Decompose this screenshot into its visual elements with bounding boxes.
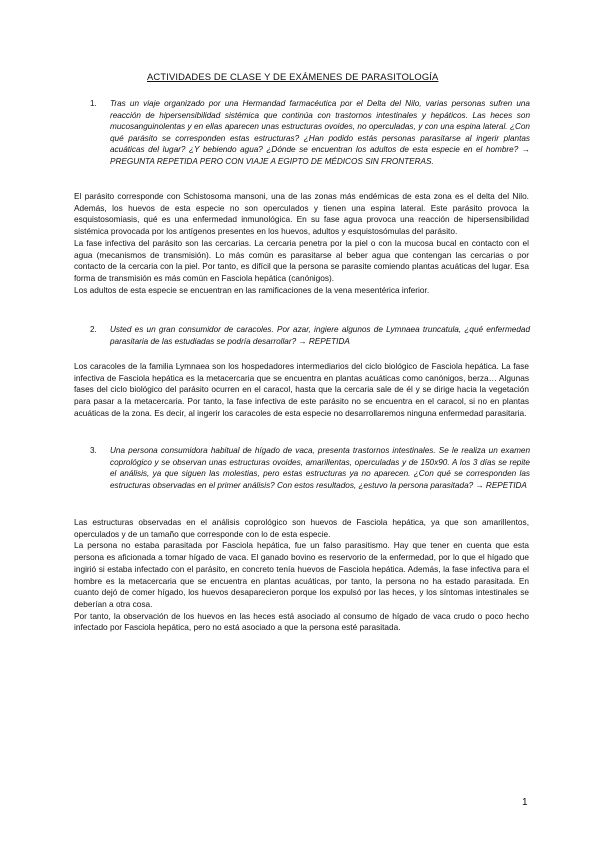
question-number: 1. [90, 99, 97, 108]
answer-paragraph: Las estructuras observadas en el análisis coprológico son huevos de Fasciola hepática, ya que son amarillentos, operculados y de un tamaño que corresponde con lo de esta especie. [74, 517, 529, 539]
question-text: Una persona consumidora habitual de hígado de vaca, presenta trastornos intestinales. Se le realiza un examen coprológico y se observan unas estructuras ovoides, amarillentas, operculadas y de 150x90. A los 3 días se repite el análisis, ya que siguen las molestias, pero estas estructuras ya no aparecen. ¿Con qué se corresponden las estructuras observadas en el primer análisis? Con estos resultados, ¿estuvo la persona parasitada? → REPETIDA [110, 446, 530, 490]
answer-paragraph: Los caracoles de la familia Lymnaea son los hospedadores intermediarios del ciclo biológico de Fasciola hepática. La fase infectiva de Fasciola hepática es la metacercaria que se encuentra en plantas acuáticas como canónigos, berza… Algunas fases del ciclo biológico del parásito ocurren en el caracol, hasta que la cercaria sale de él y se dirige hacia la vegetación para pasar a la metacercaria. Por tanto, la fase infectiva de este parásito no se encuentra en el caracol, si no en plantas acuáticas de la zona. Es decir, al ingerir los caracoles de esta especie no desarrollaremos ninguna enfermedad parasitaria. [74, 361, 529, 418]
answer-paragraph: Por tanto, la observación de los huevos en las heces está asociado al consumo de hígado de vaca crudo o poco hecho infectado por Fasciola hepática, pero no está asociado a que la persona esté parasitada. [74, 610, 529, 633]
answer-paragraph: La persona no estaba parasitada por Fasciola hepática, fue un falso parasitismo. Hay que tener en cuenta que esta persona es aficionada a tomar hígado de vaca. El ganado bovino es reservorio de la enfermedad, por lo que el hígado que ingirió si estaba infectado con el parásito, en concreto tenía huevos de Fasciola hepática. Además, la fase infectiva para el hombre es la metacercaria que se encuentra en plantas acuáticas, por tanto, la persona no ha estado parasitada. En cuanto dejó de comer hígado, los huevos desaparecieron porque los expulsó por las heces, y los síntomas intestinales se deberían a otra cosa. [74, 540, 529, 609]
answer-1 [74, 191, 529, 296]
page-number: 1 [522, 797, 528, 808]
question-text: Usted es un gran consumidor de caracoles. Por azar, ingiere algunos de Lymnaea truncatula, ¿qué enfermedad parasitaria de las estudiadas se podría desarrollar? → REPETIDA [110, 325, 530, 346]
answer-paragraph: La fase infectiva del parásito son las cercarias. La cercaria penetra por la piel o con la mucosa bucal en contacto con el agua (mecanismos de transmisión). Lo más común es parasitarse al beber agua que contengan las cercarias o por contacto de la cercaria con la piel. Por tanto, es difícil que la persona se parasite comiendo plantas acuáticas del lugar. Esa forma de transmisión es más común en Fasciola hepática (canónigos). [74, 237, 529, 283]
answer-2 [74, 361, 529, 420]
question-text: Tras un viaje organizado por una Hermandad farmacéutica por el Delta del Nilo, varias personas sufren una reacción de hipersensibilidad sistémica que continúa con trastornos intestinales y hepáticos. Las heces son mucosanguinolentas y en ellas aparecen unas estructuras ovoides, no operculadas, y con una espina lateral. ¿Con qué parásito se corresponden estas estructuras? ¿Han podido estás personas parasitarse al ingerir plantas acuáticas del lugar? ¿Y bebiendo agua? ¿Dónde se encuentran los adultos de esta especie en el hombre? → PREGUNTA REPETIDA PERO CON VIAJE A EGIPTO DE MÉDICOS SIN FRONTERAS. [110, 99, 530, 166]
question-number: 3. [90, 446, 97, 455]
answer-paragraph: El parásito corresponde con Schistosoma mansoni, una de las zonas más endémicas de esta zona es el delta del Nilo. Además, los huevos de esta especie no son operculados y tienen una espina lateral. Este parásito provoca la esquistosomiasis, qué es una enfermedad inmunológica. En su fase agua provoca una reacción de hipersensibilidad sistémica provocada por los antígenos presentes en los huevos, adultos y esquistosómulas del parásito. [74, 191, 529, 237]
page-title: ACTIVIDADES DE CLASE Y DE EXÁMENES DE PARASITOLOGÍA [147, 71, 439, 82]
question-number: 2. [90, 325, 97, 334]
answer-paragraph: Los adultos de esta especie se encuentran en las ramificaciones de la vena mesentérica inferior. [74, 284, 430, 295]
answer-3 [74, 517, 529, 634]
